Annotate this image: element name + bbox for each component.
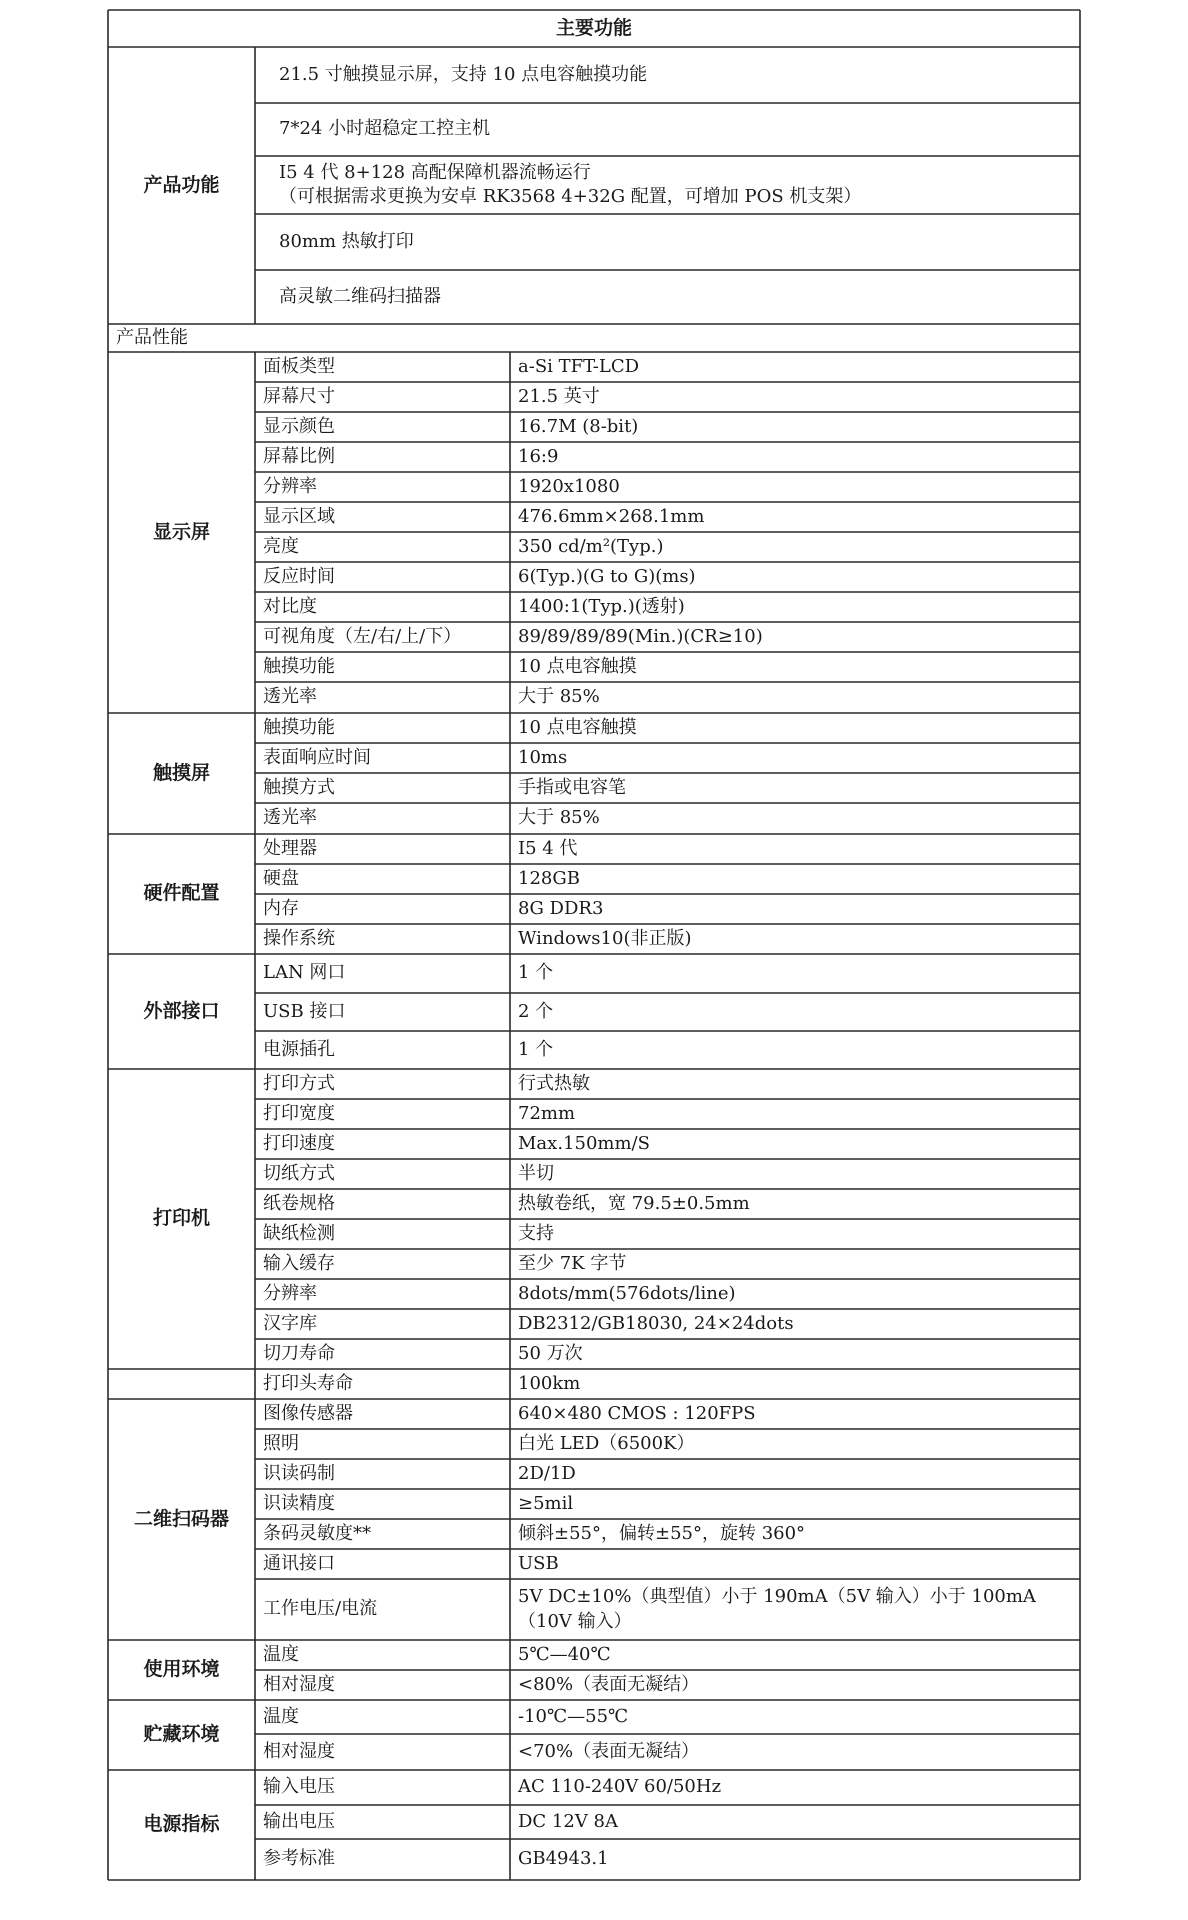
spec-item: 亮度 xyxy=(263,535,299,557)
spec-item: 输入电压 xyxy=(263,1776,335,1798)
spec-value: 1920x1080 xyxy=(518,475,620,497)
spec-item: 表面响应时间 xyxy=(263,746,371,768)
group-label: 贮藏环境 xyxy=(143,1723,220,1746)
spec-value: Max.150mm/S xyxy=(518,1132,650,1154)
spec-item: 触摸方式 xyxy=(263,776,335,798)
spec-item: USB 接口 xyxy=(263,1000,346,1022)
spec-item: 输入缓存 xyxy=(263,1252,335,1274)
spec-item: 照明 xyxy=(263,1432,299,1454)
spec-value: 半切 xyxy=(518,1162,554,1184)
spec-item: 可视角度（左/右/上/下） xyxy=(263,625,462,647)
spec-item: 打印头寿命 xyxy=(263,1372,353,1394)
spec-item: 屏幕尺寸 xyxy=(263,385,335,407)
spec-value: 72mm xyxy=(518,1102,576,1124)
spec-item: 对比度 xyxy=(263,595,317,617)
spec-item: 缺纸检测 xyxy=(263,1222,335,1244)
spec-item: 屏幕比例 xyxy=(263,445,335,467)
function-row: I5 4 代 8+128 高配保障机器流畅运行 （可根据需求更换为安卓 RK3568 4+32G 配置，可增加 POS 机支架） xyxy=(279,161,862,207)
group-label: 二维扫码器 xyxy=(133,1507,229,1530)
spec-value: 21.5 英寸 xyxy=(518,385,600,407)
function-row: 高灵敏二维码扫描器 xyxy=(279,285,441,307)
spec-item: 相对湿度 xyxy=(263,1673,335,1695)
spec-item: 透光率 xyxy=(263,807,317,829)
group-label: 电源指标 xyxy=(143,1813,220,1836)
spec-item: 触摸功能 xyxy=(263,716,335,738)
spec-item: 打印速度 xyxy=(263,1132,335,1154)
spec-item: 相对湿度 xyxy=(263,1740,335,1762)
group-label: 打印机 xyxy=(152,1207,210,1230)
spec-value: 10 点电容触摸 xyxy=(518,716,637,738)
group-label: 使用环境 xyxy=(143,1658,220,1681)
spec-item: 分辨率 xyxy=(263,1282,317,1304)
spec-value: I5 4 代 xyxy=(518,837,578,859)
spec-item: 操作系统 xyxy=(263,927,335,949)
spec-value: DB2312/GB18030, 24×24dots xyxy=(518,1312,794,1334)
spec-item: 显示颜色 xyxy=(263,415,335,437)
spec-value: 大于 85% xyxy=(518,686,600,708)
spec-value: 640×480 CMOS : 120FPS xyxy=(518,1402,756,1424)
spec-value: 6(Typ.)(G to G)(ms) xyxy=(518,565,696,587)
spec-value: GB4943.1 xyxy=(518,1848,609,1870)
spec-item: 图像传感器 xyxy=(263,1402,353,1424)
spec-item: 硬盘 xyxy=(263,867,299,889)
spec-value: ≥5mil xyxy=(518,1492,574,1514)
spec-value: 8dots/mm(576dots/line) xyxy=(518,1282,736,1304)
spec-item: 触摸功能 xyxy=(263,655,335,677)
spec-item: 打印宽度 xyxy=(263,1102,335,1124)
spec-value: 5℃—40℃ xyxy=(518,1643,611,1665)
spec-item: 条码灵敏度** xyxy=(263,1522,371,1544)
function-row: 7*24 小时超稳定工控主机 xyxy=(279,118,491,140)
spec-item: 切纸方式 xyxy=(263,1162,335,1184)
spec-item: 温度 xyxy=(263,1705,299,1727)
spec-value: 支持 xyxy=(518,1222,554,1244)
group-label: 触摸屏 xyxy=(152,761,210,784)
spec-value: 至少 7K 字节 xyxy=(518,1252,627,1274)
spec-value: 大于 85% xyxy=(518,807,600,829)
spec-item: 切刀寿命 xyxy=(263,1342,335,1364)
spec-value: a-Si TFT-LCD xyxy=(518,355,640,377)
spec-value: <70%（表面无凝结） xyxy=(518,1740,700,1762)
spec-value: 倾斜±55°，偏转±55°，旋转 360° xyxy=(518,1522,806,1544)
spec-value: 8G DDR3 xyxy=(518,897,604,919)
spec-value: 476.6mm×268.1mm xyxy=(518,505,705,527)
spec-value: 热敏卷纸，宽 79.5±0.5mm xyxy=(518,1192,750,1214)
spec-value: 16.7M (8-bit) xyxy=(518,415,639,437)
spec-value: 2 个 xyxy=(518,1000,554,1022)
spec-item: 通讯接口 xyxy=(263,1552,335,1574)
spec-value: 5V DC±10%（典型值）小于 190mA（5V 输入）小于 100mA（10V 输入） xyxy=(518,1586,1036,1632)
spec-value: 10 点电容触摸 xyxy=(518,655,637,677)
spec-value: 白光 LED（6500K） xyxy=(518,1432,695,1454)
spec-item: 内存 xyxy=(263,897,299,919)
spec-item: 打印方式 xyxy=(263,1072,335,1094)
spec-item: 识读精度 xyxy=(263,1492,335,1514)
spec-value: 50 万次 xyxy=(518,1342,583,1364)
section-label-function: 产品功能 xyxy=(143,173,220,196)
spec-item: 温度 xyxy=(263,1643,299,1665)
spec-item: 显示区域 xyxy=(263,505,335,527)
spec-value: 16:9 xyxy=(518,445,559,467)
spec-item: 汉字库 xyxy=(263,1312,317,1334)
spec-item: 纸卷规格 xyxy=(263,1192,335,1214)
spec-value: USB xyxy=(518,1552,559,1574)
spec-value: 行式热敏 xyxy=(518,1072,590,1094)
spec-item: 工作电压/电流 xyxy=(263,1598,378,1620)
spec-value: 1 个 xyxy=(518,962,554,984)
group-label: 显示屏 xyxy=(152,520,210,543)
spec-value: 1 个 xyxy=(518,1038,554,1060)
group-label: 硬件配置 xyxy=(143,882,220,905)
function-row: 80mm 热敏打印 xyxy=(279,230,414,252)
performance-header: 产品性能 xyxy=(116,326,188,348)
spec-value: 89/89/89/89(Min.)(CR≥10) xyxy=(518,625,763,647)
spec-value: 2D/1D xyxy=(518,1462,576,1484)
spec-item: LAN 网口 xyxy=(263,962,346,984)
spec-item: 电源插孔 xyxy=(263,1038,335,1060)
spec-value: Windows10(非正版) xyxy=(518,927,692,949)
spec-item: 输出电压 xyxy=(263,1810,335,1832)
spec-value: <80%（表面无凝结） xyxy=(518,1673,700,1695)
spec-value: 100km xyxy=(518,1372,581,1394)
spec-value: 128GB xyxy=(518,867,580,889)
spec-item: 面板类型 xyxy=(263,355,335,377)
function-row: 21.5 寸触摸显示屏，支持 10 点电容触摸功能 xyxy=(279,63,648,85)
spec-item: 参考标准 xyxy=(263,1848,335,1870)
spec-item: 透光率 xyxy=(263,686,317,708)
spec-value: DC 12V 8A xyxy=(518,1810,619,1832)
spec-item: 反应时间 xyxy=(263,565,335,587)
spec-value: 350 cd/m²(Typ.) xyxy=(518,535,664,557)
spec-value: AC 110-240V 60/50Hz xyxy=(518,1776,722,1798)
table-title: 主要功能 xyxy=(555,16,632,39)
spec-item: 处理器 xyxy=(263,837,317,859)
group-label: 外部接口 xyxy=(143,999,220,1022)
spec-value: -10℃—55℃ xyxy=(518,1705,629,1727)
spec-item: 识读码制 xyxy=(263,1462,335,1484)
spec-value: 手指或电容笔 xyxy=(518,776,626,798)
spec-value: 10ms xyxy=(518,746,568,768)
spec-value: 1400:1(Typ.)(透射) xyxy=(518,595,685,617)
spec-item: 分辨率 xyxy=(263,475,317,497)
